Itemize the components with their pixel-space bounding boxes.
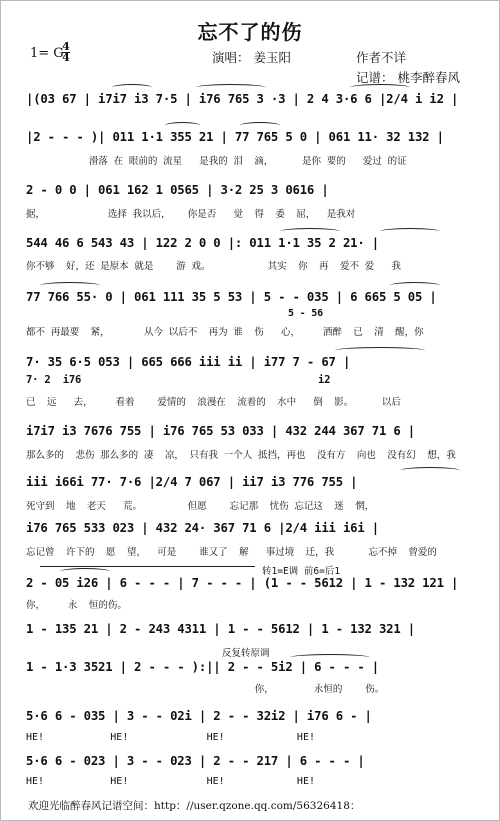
score-row-13: 5·6 6 - 035 | 3 - - 02i | 2 - - 32i2 | i76 6 - | — [26, 709, 372, 723]
score-row-6: 7· 35 6·5 053 | 665 666 iii ii | i77 7 - 67 | — [26, 355, 351, 369]
slur-mark — [40, 282, 100, 289]
lyric-row-9: 忘记曾 许下的 愿 望， 可是 谁又了 解 事过境 迁，我 忘不掉 曾爱的 — [26, 547, 437, 558]
slur-mark — [290, 654, 370, 661]
slur-mark — [196, 84, 266, 91]
score-row-1: |(03 67 | i7i7 i3 7·5 | i76 765 3 ·3 | 2 4 3·6 6 |2/4 i i2 | — [26, 92, 459, 106]
sub-notes-a: 7· 2 i76 — [26, 374, 82, 386]
time-signature — [62, 42, 70, 63]
bracket-line — [40, 566, 255, 567]
author-credit: 作者不详 — [356, 50, 407, 65]
lyric-row-13: HE! HE! HE! HE! — [26, 732, 315, 743]
score-row-9: i76 765 533 023 | 432 24· 367 71 6 |2/4 iii i6i | — [26, 521, 379, 535]
sub-notes-b: 5 - 56 — [288, 308, 323, 319]
time-sig-bottom: 4 — [62, 51, 70, 64]
slur-mark — [165, 122, 200, 129]
lyric-row-6: 已 远 去， 看着 爱情的 浪漫在 流着的 水中 倒 影。 以后 — [26, 397, 401, 408]
score-row-5: 77 766 55· 0 | 061 111 35 5 53 | 5 - - 035 | 6 665 5 05 | — [26, 290, 437, 304]
score-row-12: 1 - 1·3 3521 | 2 - - - ):|| 2 - - 5i2 | 6 - - - | — [26, 660, 379, 674]
key-signature: 1= G — [30, 46, 64, 61]
score-row-10: 2 - 05 i26 | 6 - - - | 7 - - - | (1 - - 5612 | 1 - 132 121 | — [26, 576, 459, 590]
lyric-row-4: 你不够 好，还 是原本 就是 游 戏。 其实 你 再 爱不 爱 我 — [26, 261, 401, 272]
lyric-row-14: HE! HE! HE! HE! — [26, 776, 315, 787]
sub-notes-c: i2 — [318, 374, 331, 386]
slur-mark — [350, 84, 410, 91]
lyric-row-2: 滑落 在 眼前的 流星 是我的 泪 滴， 是你 要的 爱过 的证 — [26, 156, 407, 167]
lyric-row-3: 据， 选择 我以后， 你是否 觉 得 委 屈， 是我对 — [26, 209, 356, 220]
slur-mark — [380, 228, 440, 235]
time-sig-top: 4 — [62, 40, 70, 53]
score-row-11: 1 - 135 21 | 2 - 243 4311 | 1 - - 5612 | 1 - 132 321 | — [26, 622, 415, 636]
key-change-note: 转1=E调 前6=后1 — [262, 566, 341, 577]
repeat-note: 反复转原调 — [222, 648, 270, 659]
score-row-7: i7i7 i3 7676 755 | i76 765 53 033 | 432 244 367 71 6 | — [26, 424, 415, 438]
singer-credit: 演唱： 姜玉阳 — [212, 50, 291, 65]
slur-mark — [390, 282, 440, 289]
lyric-row-12: 你， 永恒的 伤。 — [26, 684, 385, 695]
score-row-14: 5·6 6 - 023 | 3 - - 023 | 2 - - 217 | 6 - - - | — [26, 754, 365, 768]
slur-mark — [240, 122, 280, 129]
score-row-8: iii i66i 77· 7·6 |2/4 7 067 | ii7 i3 776 755 | — [26, 475, 358, 489]
lyric-row-7: 那么多的 悲伤 那么多的 凄 凉， 只有我 一个人 抵挡，再也 没有方 向也 没有幻 想，我 — [26, 450, 456, 461]
lyric-row-5: 都不 再最要 紧， 从今 以后不 再为 谁 伤 心， 洒醉 已 清 醒，你 — [26, 327, 424, 338]
score-row-4: 544 46 6 543 43 | 122 2 0 0 |: 011 1·1 35 2 21· | — [26, 236, 379, 250]
slur-mark — [60, 568, 110, 575]
score-row-2: |2 - - - )| 011 1·1 355 21 | 77 765 5 0 | 061 11· 32 132 | — [26, 130, 444, 144]
slur-mark — [280, 228, 340, 235]
lyric-row-10: 你， 永 恒的伤。 — [26, 600, 127, 611]
score-row-3: 2 - 0 0 | 061 162 1 0565 | 3·2 25 3 0616 | — [26, 183, 329, 197]
lyric-row-8: 死守到 地 老天 荒。 但愿 忘记那 忧伤 忘记这 迷 惘， — [26, 501, 375, 512]
slur-mark — [112, 84, 152, 91]
footer-credit: 欢迎光临醉春风记谱空间：http：//user.qzone.qq.com/56326418： — [28, 800, 361, 812]
slur-mark — [335, 347, 425, 354]
slur-mark — [400, 467, 460, 474]
song-title: 忘不了的伤 — [197, 20, 303, 44]
transcriber-credit: 记谱： 桃李醉春风 — [356, 70, 460, 85]
